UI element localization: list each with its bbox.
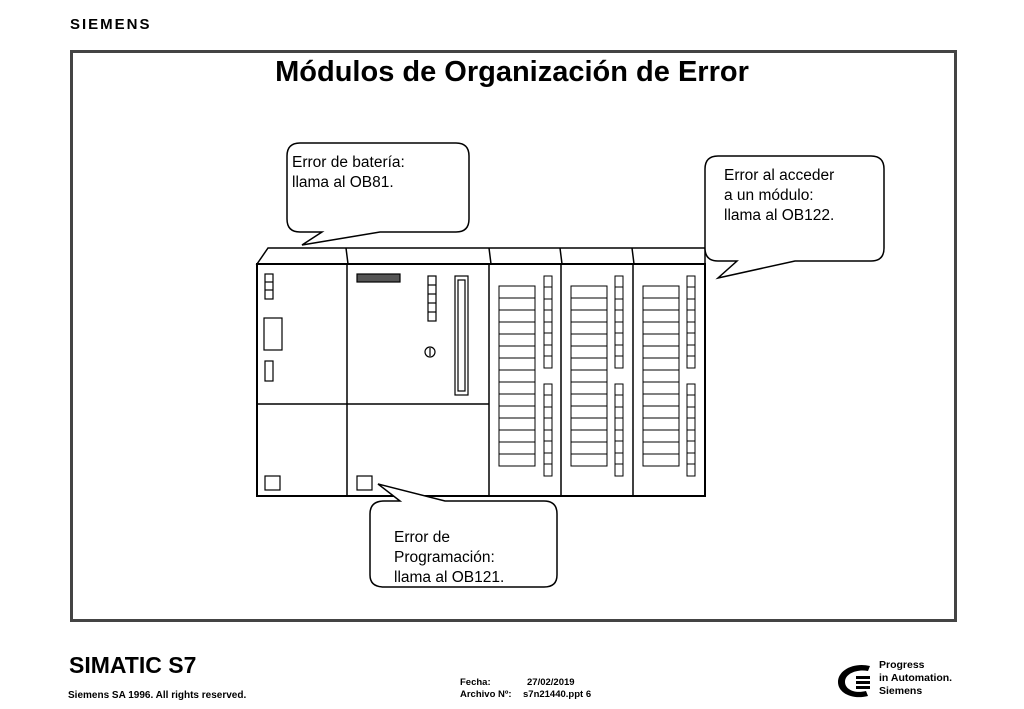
callout-programming-line2: Programación: <box>394 549 495 566</box>
callout-battery-line1: Error de batería: <box>292 154 405 171</box>
callout-module-text <box>724 166 834 226</box>
date-value: 27/02/2019 <box>527 677 575 688</box>
slogan <box>879 659 952 698</box>
slogan-line1: Progress <box>879 659 925 671</box>
rack-top-lid <box>257 248 705 264</box>
callout-module-line3: llama al OB122. <box>724 207 835 224</box>
rack-body <box>257 264 705 496</box>
file-value: s7n21440.ppt 6 <box>523 689 592 700</box>
file-label: Archivo Nº: <box>460 689 512 700</box>
callout-battery-line2: llama al OB81. <box>292 174 394 191</box>
callout-module-line1: Error al acceder <box>724 167 835 184</box>
slogan-line3: Siemens <box>879 685 923 697</box>
callout-module-line2: a un módulo: <box>724 187 814 204</box>
copyright: Siemens SA 1996. All rights reserved. <box>68 690 247 701</box>
siemens-brand: SIEMENS <box>70 16 152 33</box>
slogan-line2: in Automation. <box>879 672 953 684</box>
callout-programming-line1: Error de <box>394 529 450 546</box>
date-label: Fecha: <box>460 677 491 688</box>
callout-programming-line3: llama al OB121. <box>394 569 505 586</box>
callout-programming-text <box>394 528 504 588</box>
product-name: SIMATIC S7 <box>69 652 197 678</box>
siemens-progress-logo <box>834 662 874 700</box>
callout-battery-text <box>292 153 405 193</box>
slide-title: Módulos de Organización de Error <box>275 56 749 88</box>
plc-rack <box>257 248 705 496</box>
